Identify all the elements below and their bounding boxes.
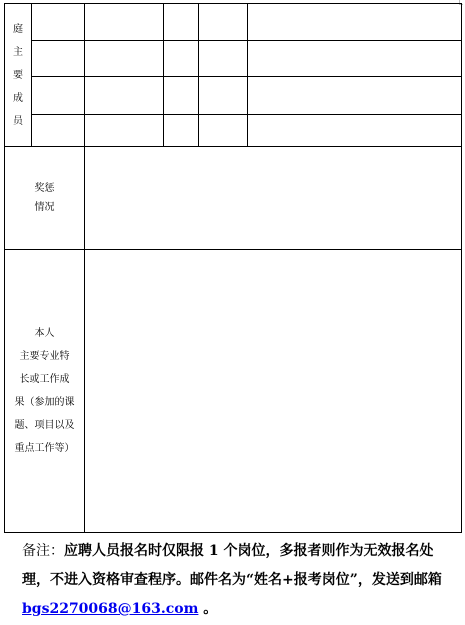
family-cell[interactable]: [164, 115, 199, 147]
family-members-label: [5, 4, 32, 147]
note-suffix: 。: [198, 601, 218, 617]
family-member-row: [5, 115, 462, 147]
family-cell[interactable]: [164, 4, 199, 41]
achievements-label-line: 重点工作等）: [14, 443, 75, 454]
application-form-table: [4, 3, 462, 533]
family-member-row: [5, 77, 462, 115]
family-member-row: [5, 41, 462, 77]
family-cell[interactable]: [248, 4, 462, 41]
awards-value-cell[interactable]: [85, 147, 462, 250]
family-cell[interactable]: [199, 41, 248, 77]
note-text: 应聘人员报名时仅限报 1 个岗位，多报者则作为无效报名处理，不进入资格审查程序。邮件名为“姓名+报考岗位”，发送到邮箱: [22, 543, 442, 588]
achievements-label-line: 果（参加的课: [14, 397, 75, 408]
family-cell[interactable]: [164, 41, 199, 77]
awards-label: [5, 147, 85, 250]
achievements-value-cell[interactable]: [85, 250, 462, 533]
application-note: [22, 537, 454, 624]
family-cell[interactable]: [248, 115, 462, 147]
family-label-char: 员: [13, 115, 23, 127]
achievements-label: [5, 250, 85, 533]
awards-row: [5, 147, 462, 250]
family-cell[interactable]: [248, 77, 462, 115]
family-member-row: [5, 4, 462, 41]
achievements-label-line: 题、项目以及: [14, 420, 75, 431]
family-cell[interactable]: [85, 77, 164, 115]
family-label-char: 庭: [13, 23, 23, 35]
family-cell[interactable]: [248, 41, 462, 77]
family-cell[interactable]: [32, 4, 85, 41]
family-cell[interactable]: [199, 4, 248, 41]
awards-label-line: 奖惩: [34, 183, 55, 194]
family-cell[interactable]: [164, 77, 199, 115]
family-cell[interactable]: [85, 115, 164, 147]
achievements-row: [5, 250, 462, 533]
family-cell[interactable]: [32, 115, 85, 147]
achievements-label-line: 主要专业特: [19, 351, 70, 362]
family-label-char: 要: [13, 69, 23, 81]
family-cell[interactable]: [199, 77, 248, 115]
achievements-label-line: 本人: [34, 328, 55, 339]
note-prefix: 备注：: [22, 543, 64, 559]
awards-label-line: 情况: [34, 202, 55, 213]
family-cell[interactable]: [199, 115, 248, 147]
family-label-char: 成: [13, 92, 23, 104]
family-cell[interactable]: [85, 41, 164, 77]
family-cell[interactable]: [32, 41, 85, 77]
family-cell[interactable]: [32, 77, 85, 115]
email-link[interactable]: bgs2270068@163.com: [22, 601, 199, 617]
achievements-label-line: 长或工作成: [19, 374, 70, 385]
family-label-char: 主: [13, 46, 23, 58]
family-cell[interactable]: [85, 4, 164, 41]
